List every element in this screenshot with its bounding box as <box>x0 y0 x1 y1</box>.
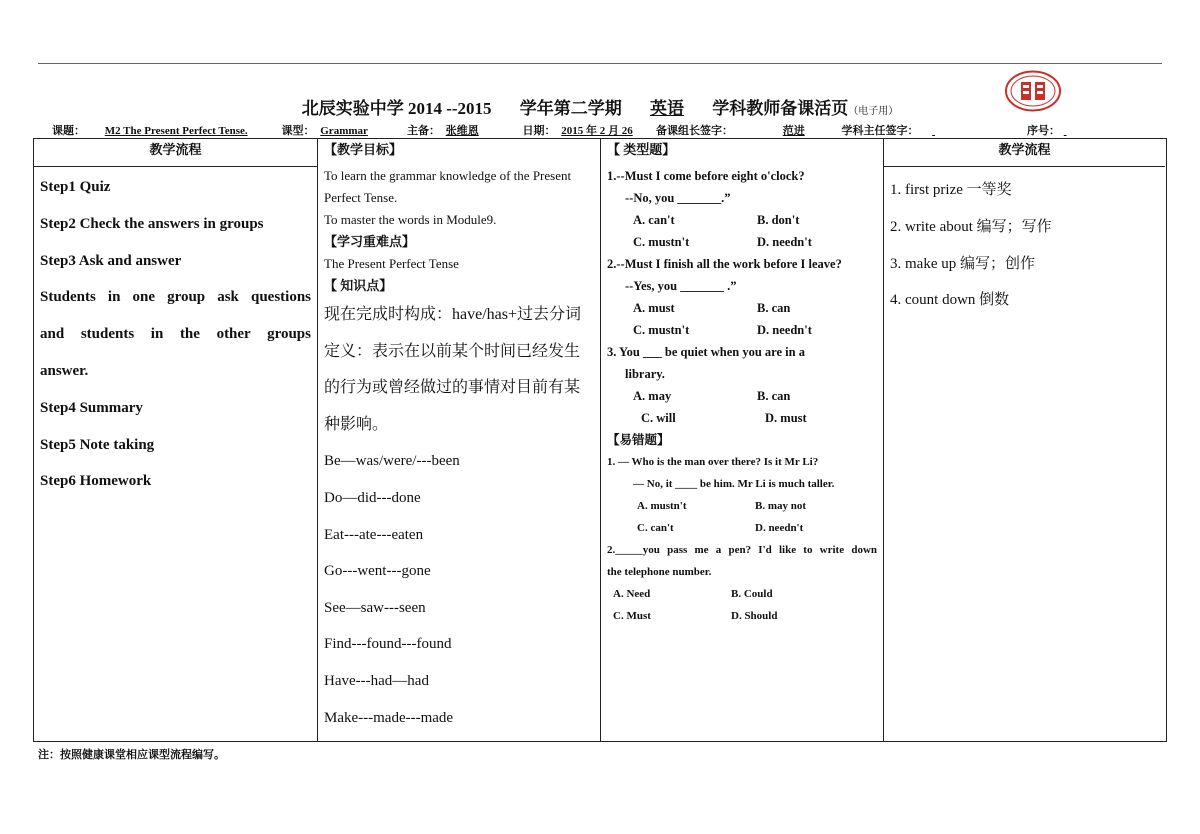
head-value <box>932 125 1024 137</box>
topic-label: 课题： <box>52 125 85 137</box>
step-detail: answer. <box>40 362 89 379</box>
lesson-table <box>33 138 1167 742</box>
option: B. Could <box>731 588 773 600</box>
column-header: 教学流程 <box>34 139 317 167</box>
question-stem-cont: the telephone number. <box>607 566 712 578</box>
serial-value <box>1064 125 1084 137</box>
column-vocabulary <box>884 139 1165 741</box>
column-process <box>34 139 318 741</box>
lead-label: 主备： <box>407 125 440 137</box>
column-header: 【 类型题】 <box>607 142 676 157</box>
knowledge-line: 的行为或曾经做过的事情对目前有某 <box>324 379 581 397</box>
step-detail: Students in one group ask questions <box>40 289 311 306</box>
verb-form: Find---found---found <box>324 636 452 653</box>
question-reply: --No, you _______.” <box>625 191 731 205</box>
question-stem: 2.--Must I finish all the work before I leave? <box>607 257 842 271</box>
type-label: 课型： <box>281 125 315 137</box>
page-title <box>0 94 1200 119</box>
footer-note: 注：按照健康课堂相应课型流程编写。 <box>38 749 225 761</box>
page-type: 学科教师备课活页 <box>712 99 849 118</box>
vocab-item: 2. write about 编写；写作 <box>890 218 1052 235</box>
step-item: Step2 Check the answers in groups <box>40 215 264 232</box>
group-label: 备课组长签字： <box>656 125 733 137</box>
group-value: 范进 <box>782 125 805 137</box>
verb-form: Go---went---gone <box>324 563 431 580</box>
verb-form: Eat---ate---eaten <box>324 526 424 543</box>
step-item: Step5 Note taking <box>40 436 155 453</box>
column-header: 教学流程 <box>884 139 1165 167</box>
step-item: Step1 Quiz <box>40 179 111 195</box>
key-point: The Present Perfect Tense <box>324 256 459 271</box>
section-header: 【 知识点】 <box>324 278 393 293</box>
date-value: 2015 年 2 月 26 <box>561 125 633 137</box>
option: C. can't <box>637 522 674 534</box>
option: D. Should <box>731 610 778 622</box>
option: C. mustn't <box>633 323 690 337</box>
option: C. will <box>641 411 676 425</box>
section-header: 【易错题】 <box>607 433 670 447</box>
option: A. must <box>633 301 675 315</box>
knowledge-line: 种影响。 <box>324 415 389 433</box>
top-rule <box>38 63 1162 64</box>
vocab-item: 3. make up 编写；创作 <box>890 255 1035 272</box>
step-item: Step3 Ask and answer <box>40 252 182 269</box>
column-header: 【教学目标】 <box>324 142 403 157</box>
goal-line: To master the words in Module9. <box>324 212 497 227</box>
knowledge-line: 定义：表示在以前某个时间已经发生 <box>324 342 581 360</box>
question-stem: 2._____you pass me a pen? I'd like to write down <box>607 544 877 556</box>
vocab-item: 4. count down 倒数 <box>890 292 1010 309</box>
question-stem: 1.--Must I come before eight o'clock? <box>607 169 805 183</box>
option: A. may <box>633 389 672 403</box>
question-stem: 1. — Who is the man over there? Is it Mr Li? <box>607 456 819 468</box>
vocab-item: 1. first prize 一等奖 <box>890 182 1012 198</box>
verb-form: Be—was/were/---been <box>324 453 460 470</box>
option: D. needn't <box>757 235 812 249</box>
step-item: Step6 Homework <box>40 473 152 490</box>
column-objectives <box>318 139 601 741</box>
title-tag: （电子用） <box>848 106 899 117</box>
type-value: Grammar <box>320 125 368 137</box>
goal-line: To learn the grammar knowledge of the Present <box>324 168 572 183</box>
subject: 英语 <box>650 99 685 118</box>
term: 学年第二学期 <box>519 99 622 118</box>
date-label: 日期： <box>522 125 556 137</box>
school-year: 北辰实验中学 2014 --2015 <box>301 99 492 118</box>
step-item: Step4 Summary <box>40 399 143 416</box>
verb-form: Do—did---done <box>324 489 421 506</box>
question-reply: — No, it ____ be him. Mr Li is much taller. <box>633 478 835 490</box>
column-exercises <box>601 139 884 741</box>
question-reply: --Yes, you _______ .” <box>625 279 737 293</box>
verb-form: See—saw---seen <box>324 599 426 616</box>
option: D. must <box>765 411 807 425</box>
section-header: 【学习重难点】 <box>324 234 416 249</box>
option: B. don't <box>757 213 800 227</box>
option: B. may not <box>755 500 807 512</box>
option: C. Must <box>613 610 651 622</box>
lead-value: 张维恩 <box>445 125 479 137</box>
step-detail: and students in the other groups <box>40 326 311 343</box>
meta-row <box>52 122 1172 138</box>
option: A. can't <box>633 213 675 227</box>
option: A. mustn't <box>637 500 687 512</box>
option: A. Need <box>613 588 651 600</box>
question-stem-cont: library. <box>625 367 665 381</box>
option: B. can <box>757 301 791 315</box>
option: D. needn't <box>757 323 812 337</box>
option: D. needn't <box>755 522 804 534</box>
head-label: 学科主任签字： <box>841 125 919 137</box>
verb-form: Have---had—had <box>324 672 429 689</box>
serial-label: 序号： <box>1027 125 1060 137</box>
option: C. mustn't <box>633 235 690 249</box>
goal-line: Perfect Tense. <box>324 190 398 205</box>
topic-value: M2 The Present Perfect Tense. <box>104 125 248 137</box>
verb-form: Make---made---made <box>324 709 454 726</box>
knowledge-line: 现在完成时构成：have/has+过去分词 <box>324 306 582 323</box>
option: B. can <box>757 389 791 403</box>
question-stem: 3. You ___ be quiet when you are in a <box>607 345 805 359</box>
